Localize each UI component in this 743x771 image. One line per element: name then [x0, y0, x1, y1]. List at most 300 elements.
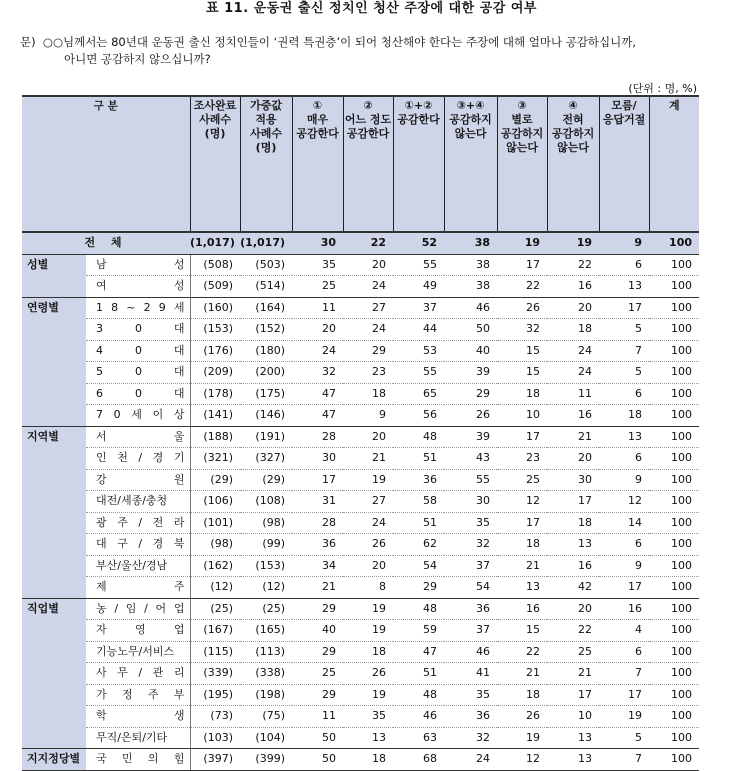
- data-cell: 17: [599, 577, 649, 599]
- data-cell: 100: [649, 362, 699, 384]
- data-cell: 100: [649, 663, 699, 685]
- data-cell: 18: [497, 684, 547, 706]
- row-label: 7 0 세 이 상: [86, 405, 190, 427]
- question-text-1: ○○님께서는 80년대 운동권 출신 정치인들이 ‘권력 특권층’이 되어 청산해야 한다는 주장에 대해 얼마나 공감하십니까,: [42, 35, 637, 49]
- header-line: ④: [568, 99, 578, 112]
- data-cell: 100: [649, 749, 699, 771]
- data-cell: (200): [240, 362, 292, 384]
- table-row: [22, 534, 699, 556]
- data-cell: 18: [547, 319, 599, 341]
- data-cell: 13: [599, 426, 649, 448]
- data-cell: 16: [547, 405, 599, 427]
- header-line: 공감한다: [397, 113, 440, 126]
- header-line: 조사완료: [193, 99, 237, 112]
- data-cell: (162): [190, 555, 240, 577]
- data-cell: 17: [497, 512, 547, 534]
- header-line: 공감한다: [346, 127, 390, 140]
- data-cell: 36: [444, 598, 497, 620]
- data-cell: (209): [190, 362, 240, 384]
- data-cell: 12: [599, 491, 649, 513]
- data-cell: 17: [292, 469, 343, 491]
- data-cell: 24: [547, 362, 599, 384]
- row-label: 무직/은퇴/기타: [86, 727, 190, 749]
- data-cell: (12): [190, 577, 240, 599]
- question-label: 문): [20, 35, 36, 49]
- data-cell: 44: [393, 319, 444, 341]
- data-cell: 55: [444, 469, 497, 491]
- data-cell: (178): [190, 383, 240, 405]
- data-cell: 38: [444, 276, 497, 298]
- data-cell: (153): [240, 555, 292, 577]
- header-total: [649, 96, 699, 232]
- data-cell: 7: [599, 340, 649, 362]
- header-somewhat-agree: [343, 96, 393, 232]
- header-line: ②: [363, 99, 373, 112]
- data-cell: 26: [444, 405, 497, 427]
- header-category: 구 분: [22, 96, 190, 232]
- data-cell: (397): [190, 749, 240, 771]
- data-cell: 29: [292, 598, 343, 620]
- data-cell: 23: [343, 362, 393, 384]
- data-cell: 22: [547, 620, 599, 642]
- data-cell: 24: [547, 340, 599, 362]
- data-cell: 32: [497, 319, 547, 341]
- data-cell: 13: [547, 727, 599, 749]
- data-cell: 14: [599, 512, 649, 534]
- data-cell: 100: [649, 706, 699, 728]
- data-cell: 27: [343, 297, 393, 319]
- data-cell: 11: [292, 297, 343, 319]
- data-cell: 19: [343, 598, 393, 620]
- data-cell: (338): [240, 663, 292, 685]
- data-cell: 32: [292, 362, 343, 384]
- total-label: 전 체: [22, 232, 190, 254]
- data-cell: 21: [547, 663, 599, 685]
- data-cell: 36: [393, 469, 444, 491]
- data-cell: 18: [599, 405, 649, 427]
- data-cell: 53: [393, 340, 444, 362]
- data-cell: 47: [292, 405, 343, 427]
- data-cell: 17: [547, 684, 599, 706]
- header-line: 않는다: [506, 141, 538, 154]
- results-table: [22, 95, 699, 771]
- data-cell: (180): [240, 340, 292, 362]
- header-sample: [190, 96, 240, 232]
- total-cell: 30: [292, 232, 343, 254]
- data-cell: 9: [343, 405, 393, 427]
- data-cell: 13: [599, 276, 649, 298]
- header-line: 적용: [255, 113, 277, 126]
- table-row: [22, 448, 699, 470]
- header-line: (명): [255, 141, 277, 154]
- table-row: [22, 727, 699, 749]
- data-cell: 37: [393, 297, 444, 319]
- table-row: [22, 469, 699, 491]
- header-line: (명): [204, 127, 226, 140]
- data-cell: 63: [393, 727, 444, 749]
- table-row: [22, 405, 699, 427]
- header-line: ①: [312, 99, 323, 112]
- header-line: 매우: [306, 113, 329, 126]
- total-cell: (1,017): [240, 232, 292, 254]
- data-cell: (167): [190, 620, 240, 642]
- row-label: 부산/울산/경남: [86, 555, 190, 577]
- data-cell: 26: [497, 297, 547, 319]
- row-label: 대전/세종/충청: [86, 491, 190, 513]
- total-cell: 9: [599, 232, 649, 254]
- data-cell: 58: [393, 491, 444, 513]
- data-cell: 22: [497, 276, 547, 298]
- data-cell: 46: [444, 297, 497, 319]
- data-cell: 19: [599, 706, 649, 728]
- data-cell: 100: [649, 491, 699, 513]
- data-cell: (98): [190, 534, 240, 556]
- data-cell: 100: [649, 383, 699, 405]
- header-line: 공감하지: [449, 113, 492, 126]
- data-cell: 48: [393, 426, 444, 448]
- header-line: 별로: [511, 113, 533, 126]
- data-cell: 15: [497, 362, 547, 384]
- group-label: 지역별: [22, 426, 86, 598]
- row-label: 제 주: [86, 577, 190, 599]
- data-cell: 30: [444, 491, 497, 513]
- data-cell: (113): [240, 641, 292, 663]
- data-cell: (29): [190, 469, 240, 491]
- data-cell: (321): [190, 448, 240, 470]
- total-cell: 38: [444, 232, 497, 254]
- data-cell: 12: [497, 749, 547, 771]
- table-title: 표 11. 운동권 출신 정치인 청산 주장에 대한 공감 여부: [206, 1, 537, 16]
- data-cell: (106): [190, 491, 240, 513]
- data-cell: 23: [497, 448, 547, 470]
- data-cell: (73): [190, 706, 240, 728]
- data-cell: 25: [497, 469, 547, 491]
- total-cell: 19: [547, 232, 599, 254]
- unit-label: (단위 : 명, %): [628, 82, 697, 95]
- data-cell: 100: [649, 276, 699, 298]
- row-label: 6 0 대: [86, 383, 190, 405]
- table-row: [22, 297, 699, 319]
- header-line: 응답거절: [602, 113, 646, 126]
- data-cell: 20: [343, 426, 393, 448]
- data-cell: 19: [497, 727, 547, 749]
- data-cell: 36: [292, 534, 343, 556]
- data-cell: (176): [190, 340, 240, 362]
- data-cell: 100: [649, 426, 699, 448]
- row-label: 광 주 / 전 라: [86, 512, 190, 534]
- total-cell: (1,017): [190, 232, 240, 254]
- data-cell: (25): [240, 598, 292, 620]
- data-cell: 51: [393, 663, 444, 685]
- data-cell: 13: [547, 534, 599, 556]
- data-cell: 28: [292, 426, 343, 448]
- data-cell: 100: [649, 641, 699, 663]
- data-cell: 54: [393, 555, 444, 577]
- data-cell: (103): [190, 727, 240, 749]
- data-cell: 21: [292, 577, 343, 599]
- table-row: [22, 512, 699, 534]
- header-line: 모름/: [611, 99, 637, 112]
- data-cell: 100: [649, 534, 699, 556]
- data-cell: (327): [240, 448, 292, 470]
- data-cell: (399): [240, 749, 292, 771]
- data-cell: 37: [444, 555, 497, 577]
- header-line: 가중값: [250, 99, 282, 112]
- data-cell: (25): [190, 598, 240, 620]
- data-cell: (115): [190, 641, 240, 663]
- data-cell: 16: [547, 276, 599, 298]
- row-label: 1 8 ~ 2 9 세: [86, 297, 190, 319]
- data-cell: 68: [393, 749, 444, 771]
- data-cell: 12: [497, 491, 547, 513]
- data-cell: 20: [547, 448, 599, 470]
- data-cell: 39: [444, 426, 497, 448]
- row-label: 서 울: [86, 426, 190, 448]
- total-row: [22, 232, 699, 254]
- data-cell: 18: [343, 383, 393, 405]
- data-cell: 21: [343, 448, 393, 470]
- data-cell: 25: [292, 276, 343, 298]
- table-row: [22, 491, 699, 513]
- data-cell: 25: [547, 641, 599, 663]
- data-cell: 16: [547, 555, 599, 577]
- data-cell: 13: [497, 577, 547, 599]
- data-cell: 37: [444, 620, 497, 642]
- table-row: [22, 340, 699, 362]
- data-cell: 50: [444, 319, 497, 341]
- data-cell: 21: [547, 426, 599, 448]
- row-label: 5 0 대: [86, 362, 190, 384]
- data-cell: 22: [547, 254, 599, 276]
- row-label: 사 무 / 관 리: [86, 663, 190, 685]
- data-cell: 36: [444, 706, 497, 728]
- group-label: 지지정당별: [22, 749, 86, 771]
- data-cell: 39: [444, 362, 497, 384]
- table-row: [22, 684, 699, 706]
- data-cell: (175): [240, 383, 292, 405]
- data-cell: 30: [292, 448, 343, 470]
- data-cell: 29: [444, 383, 497, 405]
- data-cell: 49: [393, 276, 444, 298]
- data-cell: (164): [240, 297, 292, 319]
- data-cell: 24: [444, 749, 497, 771]
- header-line: 공감한다: [296, 127, 339, 140]
- data-cell: 6: [599, 448, 649, 470]
- data-cell: 50: [292, 749, 343, 771]
- data-cell: 13: [343, 727, 393, 749]
- data-cell: (108): [240, 491, 292, 513]
- data-cell: 32: [444, 727, 497, 749]
- data-cell: (75): [240, 706, 292, 728]
- table-row: [22, 663, 699, 685]
- data-cell: 40: [292, 620, 343, 642]
- row-label: 여 성: [86, 276, 190, 298]
- data-cell: 9: [599, 469, 649, 491]
- data-cell: 17: [547, 491, 599, 513]
- table-row: [22, 555, 699, 577]
- data-cell: (152): [240, 319, 292, 341]
- data-cell: 18: [343, 749, 393, 771]
- data-cell: 16: [599, 598, 649, 620]
- data-cell: 47: [393, 641, 444, 663]
- data-cell: 100: [649, 254, 699, 276]
- header-line: ③+④: [456, 99, 485, 112]
- data-cell: 51: [393, 512, 444, 534]
- table-row: [22, 749, 699, 771]
- data-cell: 38: [444, 254, 497, 276]
- header-line: 사례수: [199, 113, 231, 126]
- data-cell: (508): [190, 254, 240, 276]
- data-cell: 7: [599, 663, 649, 685]
- data-cell: 55: [393, 362, 444, 384]
- data-cell: 100: [649, 555, 699, 577]
- data-cell: 13: [547, 749, 599, 771]
- table-row: [22, 383, 699, 405]
- data-cell: 24: [343, 512, 393, 534]
- data-cell: 54: [444, 577, 497, 599]
- data-cell: 8: [343, 577, 393, 599]
- data-cell: 15: [497, 620, 547, 642]
- data-cell: 100: [649, 469, 699, 491]
- data-cell: 18: [343, 641, 393, 663]
- data-cell: 5: [599, 727, 649, 749]
- data-cell: (165): [240, 620, 292, 642]
- data-cell: 18: [547, 512, 599, 534]
- data-cell: 10: [497, 405, 547, 427]
- question-line-1: [20, 34, 636, 50]
- data-cell: (99): [240, 534, 292, 556]
- header-line: 어느 정도: [344, 113, 392, 126]
- data-cell: 21: [497, 663, 547, 685]
- data-cell: 46: [393, 706, 444, 728]
- header-agree-total: [393, 96, 444, 232]
- data-cell: 48: [393, 598, 444, 620]
- total-cell: 52: [393, 232, 444, 254]
- data-cell: 41: [444, 663, 497, 685]
- header-disagree-total: [444, 96, 497, 232]
- data-cell: 28: [292, 512, 343, 534]
- data-cell: 100: [649, 577, 699, 599]
- row-label: 기능노무/서비스: [86, 641, 190, 663]
- table-row: [22, 276, 699, 298]
- data-cell: 5: [599, 319, 649, 341]
- data-cell: 19: [343, 620, 393, 642]
- header-line: 않는다: [454, 127, 487, 140]
- row-label: 농 / 임 / 어 업: [86, 598, 190, 620]
- data-cell: (160): [190, 297, 240, 319]
- data-cell: 24: [343, 276, 393, 298]
- group-label: 연령별: [22, 297, 86, 426]
- table-body: [22, 232, 699, 770]
- data-cell: 7: [599, 749, 649, 771]
- data-cell: 31: [292, 491, 343, 513]
- data-cell: 10: [547, 706, 599, 728]
- data-cell: (188): [190, 426, 240, 448]
- table-row: [22, 319, 699, 341]
- data-cell: 100: [649, 340, 699, 362]
- data-cell: 9: [599, 555, 649, 577]
- data-cell: 32: [444, 534, 497, 556]
- data-cell: (514): [240, 276, 292, 298]
- header-line: 전혀: [562, 113, 584, 126]
- data-cell: 62: [393, 534, 444, 556]
- data-cell: 40: [444, 340, 497, 362]
- group-label: 직업별: [22, 598, 86, 749]
- data-cell: (195): [190, 684, 240, 706]
- data-cell: 24: [292, 340, 343, 362]
- data-cell: 100: [649, 684, 699, 706]
- row-label: 4 0 대: [86, 340, 190, 362]
- data-cell: 6: [599, 641, 649, 663]
- header-line: 계: [668, 99, 680, 112]
- data-cell: 29: [292, 684, 343, 706]
- data-cell: 21: [497, 555, 547, 577]
- table-row: [22, 641, 699, 663]
- row-label: 인 천 / 경 기: [86, 448, 190, 470]
- header-line: 않는다: [557, 141, 589, 154]
- row-label: 가 정 주 부: [86, 684, 190, 706]
- data-cell: (98): [240, 512, 292, 534]
- header-line: 공감하지: [500, 127, 544, 140]
- data-cell: 20: [343, 555, 393, 577]
- row-label: 강 원: [86, 469, 190, 491]
- data-cell: 16: [497, 598, 547, 620]
- header-strongly-agree: [292, 96, 343, 232]
- header-line: ③: [517, 99, 527, 112]
- data-cell: 19: [343, 684, 393, 706]
- data-cell: 17: [599, 297, 649, 319]
- data-cell: 17: [497, 426, 547, 448]
- data-cell: 34: [292, 555, 343, 577]
- data-cell: (509): [190, 276, 240, 298]
- data-cell: (339): [190, 663, 240, 685]
- question-line-2: 아니면 공감하지 않으십니까?: [64, 52, 211, 66]
- data-cell: 35: [444, 684, 497, 706]
- data-cell: 59: [393, 620, 444, 642]
- table-row: [22, 598, 699, 620]
- data-cell: 46: [444, 641, 497, 663]
- data-cell: (503): [240, 254, 292, 276]
- data-cell: 20: [343, 254, 393, 276]
- data-cell: 56: [393, 405, 444, 427]
- data-cell: 42: [547, 577, 599, 599]
- header-strongly-disagree: [547, 96, 599, 232]
- header-dont-know: [599, 96, 649, 232]
- total-cell: 19: [497, 232, 547, 254]
- data-cell: (104): [240, 727, 292, 749]
- data-cell: (198): [240, 684, 292, 706]
- data-cell: 30: [547, 469, 599, 491]
- data-cell: 43: [444, 448, 497, 470]
- data-cell: 51: [393, 448, 444, 470]
- table-row: [22, 620, 699, 642]
- row-label: 3 0 대: [86, 319, 190, 341]
- table-row: [22, 577, 699, 599]
- data-cell: 11: [292, 706, 343, 728]
- data-cell: 35: [444, 512, 497, 534]
- row-label: 학 생: [86, 706, 190, 728]
- data-cell: (29): [240, 469, 292, 491]
- data-cell: 5: [599, 362, 649, 384]
- table-row: [22, 426, 699, 448]
- data-cell: 17: [497, 254, 547, 276]
- data-cell: 20: [292, 319, 343, 341]
- row-label: 자 영 업: [86, 620, 190, 642]
- data-cell: 4: [599, 620, 649, 642]
- data-cell: 18: [497, 383, 547, 405]
- group-label: 성별: [22, 254, 86, 297]
- data-cell: 50: [292, 727, 343, 749]
